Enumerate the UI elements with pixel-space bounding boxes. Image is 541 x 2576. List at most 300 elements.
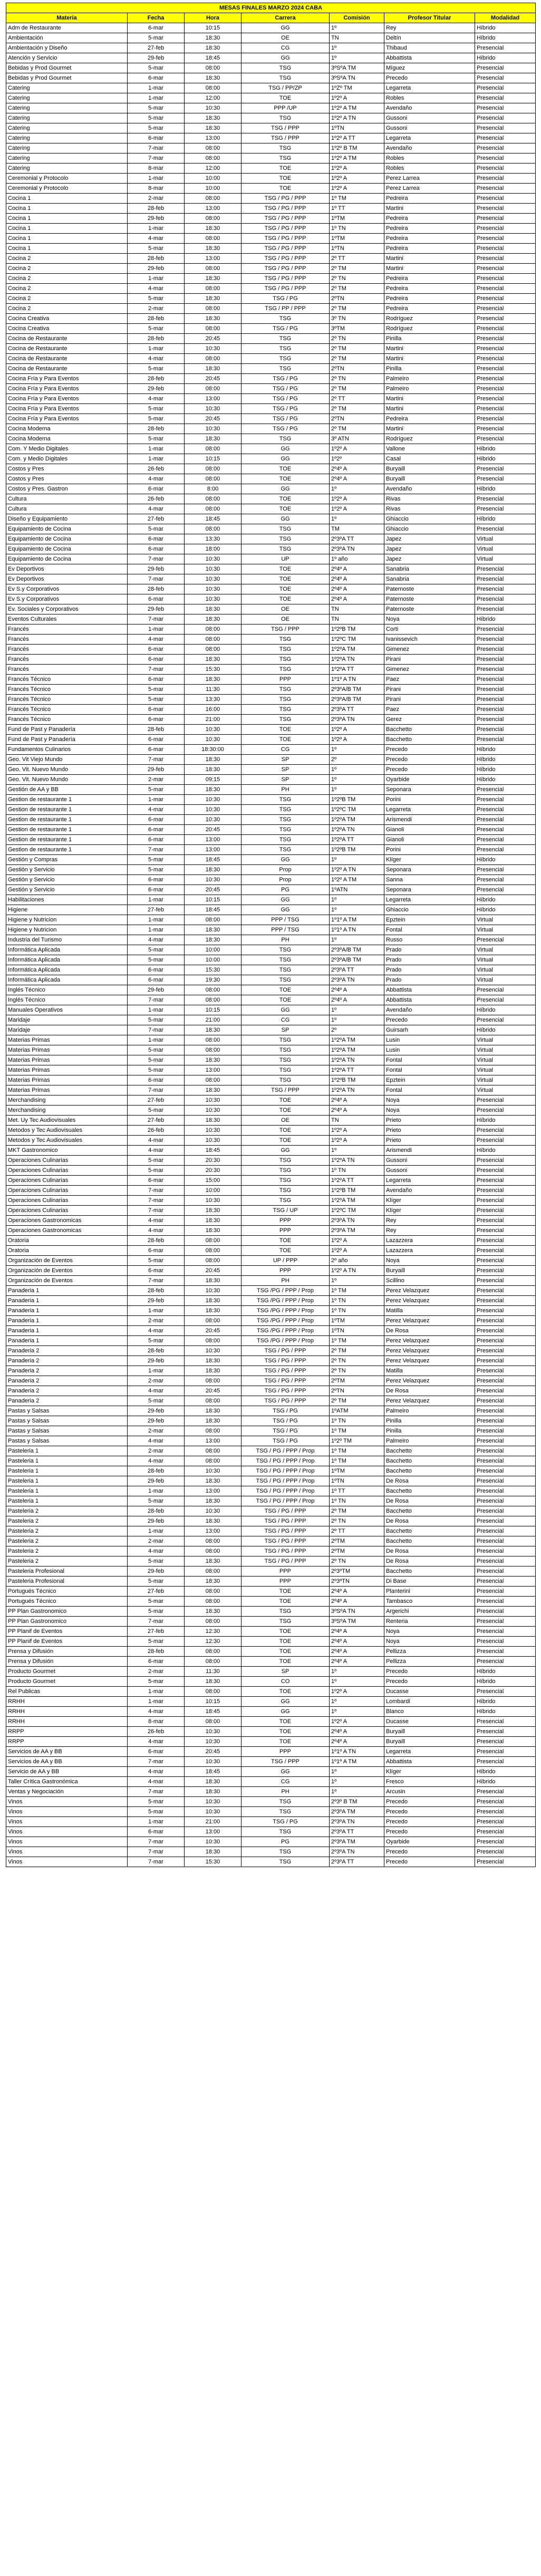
carrera-cell: TOE [241, 494, 330, 504]
carrera-cell: TSG [241, 955, 330, 965]
profesor-cell: Matilla [384, 1366, 475, 1376]
comision-cell: 3º ATN [330, 434, 384, 444]
materia-cell: Equipamiento de Cocina [6, 544, 128, 554]
materia-cell: Costos y Pres [6, 474, 128, 484]
carrera-cell: PH [241, 785, 330, 795]
table-row [6, 1436, 536, 1446]
modalidad-cell: Presencial [475, 1236, 536, 1246]
materia-cell: Pasteleria Profesional [6, 1566, 128, 1577]
modalidad-cell: Virtual [475, 554, 536, 564]
comision-cell: 1º2º A TT [330, 133, 384, 143]
table-row [6, 1566, 536, 1577]
fecha-cell: 29-feb [128, 53, 185, 63]
hora-cell: 18:30 [185, 224, 241, 234]
hora-cell: 18:30 [185, 434, 241, 444]
modalidad-cell: Presencial [475, 1336, 536, 1346]
comision-cell: 2º3ºA/B TM [330, 945, 384, 955]
modalidad-cell: Presencial [475, 364, 536, 374]
materia-cell: Cocina de Restaurante [6, 334, 128, 344]
fecha-cell: 29-feb [128, 564, 185, 574]
materia-cell: Com. Y Medio Digitales [6, 444, 128, 454]
profesor-cell: Fontal [384, 925, 475, 935]
comision-cell: 1º2º A [330, 1687, 384, 1697]
carrera-cell: GG [241, 1146, 330, 1156]
profesor-cell: Precedo [384, 1667, 475, 1677]
fecha-cell: 28-feb [128, 1466, 185, 1476]
fecha-cell: 5-mar [128, 414, 185, 424]
materia-cell: Informática Aplicada [6, 965, 128, 975]
table-row [6, 123, 536, 133]
comision-cell: 1º2ºA TN [330, 655, 384, 665]
hora-cell: 13:00 [185, 394, 241, 404]
materia-cell: Gestión de AA y BB [6, 785, 128, 795]
modalidad-cell: Presencial [475, 153, 536, 164]
header-profesor[interactable]: Profesor Titular [384, 13, 475, 23]
hora-cell: 13:00 [185, 845, 241, 855]
profesor-cell: Russo [384, 935, 475, 945]
materia-cell: Vinos [6, 1817, 128, 1827]
materia-cell: Panaderia 1 [6, 1316, 128, 1326]
modalidad-cell: Presencial [475, 624, 536, 635]
profesor-cell: Porini [384, 845, 475, 855]
hora-cell: 13:00 [185, 1065, 241, 1075]
hora-cell: 18:30 [185, 1607, 241, 1617]
fecha-cell: 7-mar [128, 1837, 185, 1847]
carrera-cell: CO [241, 1677, 330, 1687]
profesor-cell: Noya [384, 1095, 475, 1106]
table-row [6, 1817, 536, 1827]
hora-cell: 10:30 [185, 725, 241, 735]
hora-cell: 08:00 [185, 1376, 241, 1386]
comision-cell: 1º [330, 43, 384, 53]
profesor-cell: Porini [384, 795, 475, 805]
profesor-cell: Pirani [384, 655, 475, 665]
modalidad-cell: Presencial [475, 284, 536, 294]
materia-cell: Operaciones Culinarias [6, 1156, 128, 1166]
carrera-cell: TSG / PG / PPP [241, 1366, 330, 1376]
modalidad-cell: Presencial [475, 133, 536, 143]
fecha-cell: 1-mar [128, 795, 185, 805]
carrera-cell: TOE [241, 1647, 330, 1657]
fecha-cell: 28-feb [128, 584, 185, 594]
fecha-cell: 6-mar [128, 133, 185, 143]
hora-cell: 15:30 [185, 965, 241, 975]
materia-cell: Pasteleria 1 [6, 1466, 128, 1476]
carrera-cell: TSG / PG / PPP / Prop [241, 1486, 330, 1496]
table-row [6, 655, 536, 665]
modalidad-cell: Presencial [475, 1536, 536, 1546]
hora-cell: 18:30 [185, 43, 241, 53]
table-row [6, 1657, 536, 1667]
fecha-cell: 6-mar [128, 484, 185, 494]
header-materia[interactable]: Materia [6, 13, 128, 23]
fecha-cell: 5-mar [128, 1577, 185, 1587]
profesor-cell: Abbattista [384, 995, 475, 1005]
profesor-cell: De Rosa [384, 1496, 475, 1506]
profesor-cell: Paez [384, 705, 475, 715]
modalidad-cell: Presencial [475, 143, 536, 153]
table-row [6, 695, 536, 705]
comision-cell: 1º2ºC TM [330, 635, 384, 645]
fecha-cell: 7-mar [128, 1617, 185, 1627]
fecha-cell: 2-mar [128, 304, 185, 314]
fecha-cell: 4-mar [128, 935, 185, 945]
materia-cell: Francés Técnico [6, 685, 128, 695]
profesor-cell: Pirani [384, 695, 475, 705]
carrera-cell: PPP [241, 1566, 330, 1577]
modalidad-cell: Presencial [475, 1095, 536, 1106]
modalidad-cell: Presencial [475, 334, 536, 344]
comision-cell: 1º [330, 53, 384, 63]
carrera-cell: TOE [241, 1717, 330, 1727]
carrera-cell: TSG / PG [241, 1817, 330, 1827]
comision-cell: 1º2ºA TN [330, 1055, 384, 1065]
materia-cell: Ambientación [6, 33, 128, 43]
materia-cell: Cocina Moderna [6, 424, 128, 434]
profesor-cell: Japez [384, 554, 475, 564]
carrera-cell: GG [241, 23, 330, 33]
materia-cell: Francés Técnico [6, 705, 128, 715]
hora-cell: 10:30 [185, 584, 241, 594]
hora-cell: 18:30 [185, 1416, 241, 1426]
materia-cell: Materias Primas [6, 1085, 128, 1095]
comision-cell: 2º TN [330, 334, 384, 344]
hora-cell: 18:30 [185, 865, 241, 875]
comision-cell: 1º TM [330, 1336, 384, 1346]
fecha-cell: 1-mar [128, 344, 185, 354]
hora-cell: 08:00 [185, 1045, 241, 1055]
carrera-cell: TSG / PPP [241, 1757, 330, 1767]
table-row [6, 895, 536, 905]
comision-cell: 2º3ºA TM [330, 1807, 384, 1817]
profesor-cell: Prado [384, 955, 475, 965]
materia-cell: Cocina 2 [6, 254, 128, 264]
fecha-cell: 7-mar [128, 1276, 185, 1286]
table-row [6, 204, 536, 214]
materia-cell: Oratoria [6, 1246, 128, 1256]
hora-cell: 08:00 [185, 1446, 241, 1456]
fecha-cell: 6-mar [128, 825, 185, 835]
comision-cell: 1º2ºA TT [330, 1065, 384, 1075]
carrera-cell: TSG [241, 534, 330, 544]
fecha-cell: 5-mar [128, 685, 185, 695]
hora-cell: 13:00 [185, 835, 241, 845]
comision-cell: 2º TM [330, 1346, 384, 1356]
profesor-cell: Noya [384, 1627, 475, 1637]
fecha-cell: 8-mar [128, 1717, 185, 1727]
modalidad-cell: Híbrido [475, 484, 536, 494]
profesor-cell: Gerez [384, 715, 475, 725]
comision-cell: 2º3ºA TM [330, 1226, 384, 1236]
modalidad-cell: Híbrido [475, 1777, 536, 1787]
table-row [6, 685, 536, 695]
carrera-cell: TSG [241, 1055, 330, 1065]
materia-cell: Operaciones Gastronomicas [6, 1226, 128, 1236]
fecha-cell: 29-feb [128, 1356, 185, 1366]
modalidad-cell: Presencial [475, 1126, 536, 1136]
hora-cell: 18:30 [185, 1116, 241, 1126]
hora-cell: 13:00 [185, 1526, 241, 1536]
profesor-cell: Gussoni [384, 1156, 475, 1166]
materia-cell: Cocina de Restaurante [6, 344, 128, 354]
carrera-cell: TSG /PG / PPP / Prop [241, 1316, 330, 1326]
profesor-cell: De Rosa [384, 1386, 475, 1396]
carrera-cell: TSG / PG / PPP [241, 1536, 330, 1546]
materia-cell: Panaderia 2 [6, 1366, 128, 1376]
table-row [6, 715, 536, 725]
profesor-cell: Klíger [384, 855, 475, 865]
table-row [6, 224, 536, 234]
carrera-cell: PPP / TSG [241, 915, 330, 925]
comision-cell: 2º3ºTN [330, 1577, 384, 1587]
carrera-cell: TSG [241, 635, 330, 645]
modalidad-cell: Presencial [475, 1607, 536, 1617]
materia-cell: Cocina 1 [6, 234, 128, 244]
modalidad-cell: Presencial [475, 1306, 536, 1316]
modalidad-cell: Presencial [475, 254, 536, 264]
fecha-cell: 28-feb [128, 1236, 185, 1246]
table-row [6, 1316, 536, 1326]
table-row [6, 404, 536, 414]
materia-cell: Organización de Eventos [6, 1266, 128, 1276]
comision-cell: 3ºSºA TN [330, 1607, 384, 1617]
comision-cell: 3ºSºA TM [330, 1617, 384, 1627]
materia-cell: Geo. Vit. Nuevo Mundo [6, 765, 128, 775]
profesor-cell: Precedo [384, 1797, 475, 1807]
modalidad-cell: Presencial [475, 1807, 536, 1817]
comision-cell: 2ºTM [330, 1536, 384, 1546]
fecha-cell: 6-mar [128, 885, 185, 895]
modalidad-cell: Virtual [475, 1035, 536, 1045]
table-row [6, 1146, 536, 1156]
carrera-cell: TSG / PP / PPP [241, 304, 330, 314]
fecha-cell: 4-mar [128, 1386, 185, 1396]
table-row [6, 454, 536, 464]
profesor-cell: Buryaill [384, 1266, 475, 1276]
carrera-cell: TSG [241, 1075, 330, 1085]
table-row [6, 1647, 536, 1657]
modalidad-cell: Presencial [475, 785, 536, 795]
table-row [6, 334, 536, 344]
materia-cell: Materias Primas [6, 1055, 128, 1065]
comision-cell: 1º TT [330, 204, 384, 214]
header-hora[interactable]: Hora [185, 13, 241, 23]
carrera-cell: TSG [241, 524, 330, 534]
table-title-row [6, 3, 536, 13]
materia-cell: Catering [6, 153, 128, 164]
comision-cell: 1º2º A [330, 1136, 384, 1146]
carrera-cell: TSG [241, 334, 330, 344]
fecha-cell: 2-mar [128, 1667, 185, 1677]
modalidad-cell: Presencial [475, 665, 536, 675]
modalidad-cell: Virtual [475, 1075, 536, 1085]
carrera-cell: TSG / PG [241, 384, 330, 394]
table-row [6, 214, 536, 224]
materia-cell: Vinos [6, 1857, 128, 1867]
fecha-cell: 5-mar [128, 1556, 185, 1566]
modalidad-cell: Presencial [475, 1356, 536, 1366]
modalidad-cell: Presencial [475, 1817, 536, 1827]
comision-cell: 1º2º [330, 454, 384, 464]
fecha-cell: 5-mar [128, 434, 185, 444]
table-row [6, 284, 536, 294]
fecha-cell: 6-mar [128, 73, 185, 83]
hora-cell: 18:30 [185, 1787, 241, 1797]
carrera-cell: TSG [241, 965, 330, 975]
materia-cell: Ventas y Negociación [6, 1787, 128, 1797]
materia-cell: Catering [6, 164, 128, 174]
profesor-cell: Precedo [384, 1807, 475, 1817]
materia-cell: Panaderia 2 [6, 1396, 128, 1406]
profesor-cell: Pedreira [384, 414, 475, 424]
materia-cell: Diseño y Equipamiento [6, 514, 128, 524]
profesor-cell: Planterini [384, 1587, 475, 1597]
hora-cell: 08:00 [185, 1597, 241, 1607]
profesor-cell: Thibaud [384, 43, 475, 53]
profesor-cell: Pinilla [384, 334, 475, 344]
profesor-cell: Bacchetto [384, 1466, 475, 1476]
profesor-cell: Blanco [384, 1707, 475, 1717]
modalidad-cell: Presencial [475, 1456, 536, 1466]
hora-cell: 10:30 [185, 1466, 241, 1476]
carrera-cell: TSG / PPP [241, 1085, 330, 1095]
modalidad-cell: Presencial [475, 1346, 536, 1356]
fecha-cell: 8-mar [128, 184, 185, 194]
hora-cell: 10:30 [185, 1106, 241, 1116]
fecha-cell: 5-mar [128, 1166, 185, 1176]
modalidad-cell: Presencial [475, 1376, 536, 1386]
table-row [6, 464, 536, 474]
comision-cell: 1ºTN [330, 244, 384, 254]
modalidad-cell: Presencial [475, 1687, 536, 1697]
hora-cell: 08:00 [185, 464, 241, 474]
carrera-cell: TSG / PG / PPP / Prop [241, 1466, 330, 1476]
hora-cell: 08:00 [185, 1316, 241, 1326]
materia-cell: Ev Deportivos [6, 574, 128, 584]
modalidad-cell: Presencial [475, 1216, 536, 1226]
materia-cell: Catering [6, 143, 128, 153]
header-modalidad[interactable]: Modalidad [475, 13, 536, 23]
modalidad-cell: Presencial [475, 1486, 536, 1496]
comision-cell: 2º3ºA TN [330, 1817, 384, 1827]
carrera-cell: TSG / PG / PPP [241, 1506, 330, 1516]
hora-cell: 10:30 [185, 424, 241, 434]
modalidad-cell: Presencial [475, 1436, 536, 1446]
materia-cell: Catering [6, 123, 128, 133]
hora-cell: 18:30 [185, 1777, 241, 1787]
header-carrera[interactable]: Carrera [241, 13, 330, 23]
table-row [6, 1286, 536, 1296]
modalidad-cell: Presencial [475, 885, 536, 895]
materia-cell: Ev. Sociales y Corporativos [6, 604, 128, 614]
carrera-cell: SP [241, 765, 330, 775]
hora-cell: 10:30 [185, 344, 241, 354]
modalidad-cell: Presencial [475, 845, 536, 855]
profesor-cell: Prieto [384, 1126, 475, 1136]
table-row [6, 294, 536, 304]
modalidad-cell: Virtual [475, 1085, 536, 1095]
materia-cell: Operaciones Culinarias [6, 1176, 128, 1186]
table-row [6, 364, 536, 374]
fecha-cell: 6-mar [128, 875, 185, 885]
materia-cell: Gestión y Compras [6, 855, 128, 865]
carrera-cell: TSG /PG / PPP / Prop [241, 1286, 330, 1296]
comision-cell: 2º TM [330, 304, 384, 314]
profesor-cell: Abbattista [384, 985, 475, 995]
comision-cell: 2º3ºA/B TM [330, 955, 384, 965]
profesor-cell: Ducasse [384, 1717, 475, 1727]
comision-cell: 1º2º A [330, 494, 384, 504]
comision-cell: 2º4º A [330, 1727, 384, 1737]
materia-cell: Fund de Past y Panadería [6, 735, 128, 745]
comision-cell: 1º2º A [330, 1246, 384, 1256]
hora-cell: 08:00 [185, 284, 241, 294]
comision-cell: 2º3ºA TN [330, 975, 384, 985]
carrera-cell: CG [241, 43, 330, 53]
comision-cell: 1º2º TM [330, 1436, 384, 1446]
fecha-cell: 7-mar [128, 755, 185, 765]
hora-cell: 08:00 [185, 915, 241, 925]
header-comision[interactable]: Comisión [330, 13, 384, 23]
materia-cell: Cocina 2 [6, 294, 128, 304]
fecha-cell: 1-mar [128, 1697, 185, 1707]
profesor-cell: Pedreira [384, 244, 475, 254]
table-row [6, 1516, 536, 1526]
modalidad-cell: Presencial [475, 655, 536, 665]
comision-cell: 1º año [330, 554, 384, 564]
modalidad-cell: Presencial [475, 1526, 536, 1536]
materia-cell: Panaderia 2 [6, 1386, 128, 1396]
materia-cell: Vinos [6, 1837, 128, 1847]
comision-cell: 1ºZº TM [330, 83, 384, 93]
carrera-cell: TOE [241, 1737, 330, 1747]
fecha-cell: 5-mar [128, 855, 185, 865]
modalidad-cell: Híbrido [475, 1116, 536, 1126]
carrera-cell: TSG [241, 715, 330, 725]
table-row [6, 1356, 536, 1366]
materia-cell: Gestión y Servicio [6, 865, 128, 875]
header-fecha[interactable]: Fecha [128, 13, 185, 23]
table-row [6, 414, 536, 424]
fecha-cell: 1-mar [128, 1486, 185, 1496]
materia-cell: Operaciones Culinarias [6, 1206, 128, 1216]
carrera-cell: TSG / PG [241, 1426, 330, 1436]
profesor-cell: Ghiaccio [384, 524, 475, 534]
profesor-cell: Pedreira [384, 284, 475, 294]
materia-cell: Pasteleria 1 [6, 1476, 128, 1486]
hora-cell: 08:00 [185, 1256, 241, 1266]
materia-cell: Cocina Creativa [6, 324, 128, 334]
comision-cell: 1º [330, 23, 384, 33]
comision-cell: 2ºTM [330, 1546, 384, 1556]
modalidad-cell: Presencial [475, 1386, 536, 1396]
hora-cell: 10:30 [185, 1737, 241, 1747]
comision-cell: 1º2º A TM [330, 875, 384, 885]
profesor-cell: Deltín [384, 33, 475, 43]
carrera-cell: TSG / PG / PPP / Prop [241, 1456, 330, 1466]
materia-cell: Maridaje [6, 1015, 128, 1025]
modalidad-cell: Presencial [475, 1496, 536, 1506]
modalidad-cell: Híbrido [475, 1025, 536, 1035]
modalidad-cell: Presencial [475, 1717, 536, 1727]
carrera-cell: TSG [241, 63, 330, 73]
profesor-cell: Arismendi [384, 1146, 475, 1156]
fecha-cell: 1-mar [128, 93, 185, 103]
profesor-cell: Lazazzera [384, 1246, 475, 1256]
table-row [6, 1276, 536, 1286]
modalidad-cell: Virtual [475, 965, 536, 975]
hora-cell: 20:45 [185, 825, 241, 835]
